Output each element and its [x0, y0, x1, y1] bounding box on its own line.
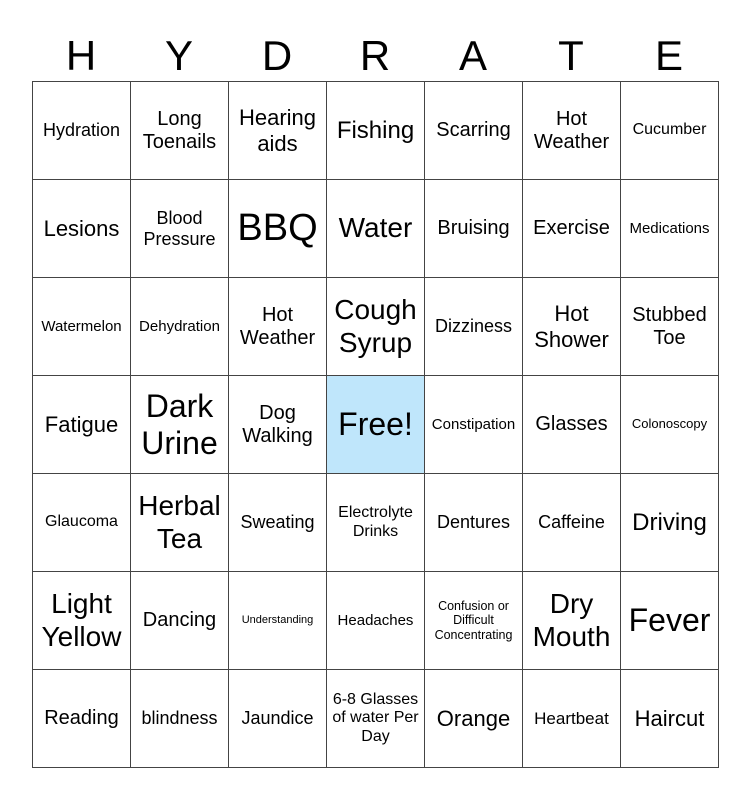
- bingo-cell[interactable]: Fishing: [327, 82, 425, 180]
- bingo-cell[interactable]: Cough Syrup: [327, 278, 425, 376]
- bingo-cell[interactable]: Water: [327, 180, 425, 278]
- header-letter-r: R: [359, 32, 391, 79]
- bingo-cell[interactable]: Cucumber: [621, 82, 719, 180]
- bingo-cell[interactable]: Hot Weather: [523, 82, 621, 180]
- bingo-cell[interactable]: Colonoscopy: [621, 376, 719, 474]
- header-letter-d: D: [261, 32, 293, 79]
- bingo-cell[interactable]: Dancing: [131, 572, 229, 670]
- header-letter-y: Y: [164, 32, 193, 79]
- bingo-cell[interactable]: Herbal Tea: [131, 474, 229, 572]
- bingo-cell[interactable]: Sweating: [229, 474, 327, 572]
- header-letter-h: H: [65, 32, 97, 79]
- bingo-header: [32, 30, 718, 82]
- bingo-cell[interactable]: Constipation: [425, 376, 523, 474]
- bingo-cell[interactable]: Dark Urine: [131, 376, 229, 474]
- bingo-cell[interactable]: Orange: [425, 670, 523, 768]
- bingo-cell[interactable]: Hot Weather: [229, 278, 327, 376]
- bingo-cell[interactable]: Bruising: [425, 180, 523, 278]
- bingo-cell[interactable]: Dog Walking: [229, 376, 327, 474]
- bingo-cell[interactable]: Jaundice: [229, 670, 327, 768]
- bingo-cell[interactable]: 6-8 Glasses of water Per Day: [327, 670, 425, 768]
- bingo-grid: [32, 81, 719, 768]
- bingo-cell[interactable]: Headaches: [327, 572, 425, 670]
- bingo-cell[interactable]: Confusion or Difficult Concentrating: [425, 572, 523, 670]
- bingo-cell[interactable]: Fever: [621, 572, 719, 670]
- bingo-cell[interactable]: Light Yellow: [33, 572, 131, 670]
- bingo-cell[interactable]: Hydration: [33, 82, 131, 180]
- bingo-cell[interactable]: Long Toenails: [131, 82, 229, 180]
- header-letter-e: E: [654, 32, 683, 79]
- bingo-cell[interactable]: Dehydration: [131, 278, 229, 376]
- bingo-cell[interactable]: Haircut: [621, 670, 719, 768]
- bingo-cell[interactable]: Blood Pressure: [131, 180, 229, 278]
- bingo-cell[interactable]: Exercise: [523, 180, 621, 278]
- bingo-cell[interactable]: Understanding: [229, 572, 327, 670]
- bingo-cell[interactable]: Scarring: [425, 82, 523, 180]
- bingo-cell[interactable]: Dry Mouth: [523, 572, 621, 670]
- bingo-cell[interactable]: blindness: [131, 670, 229, 768]
- bingo-cell[interactable]: Lesions: [33, 180, 131, 278]
- bingo-cell[interactable]: Watermelon: [33, 278, 131, 376]
- bingo-cell[interactable]: Hot Shower: [523, 278, 621, 376]
- bingo-cell[interactable]: Dizziness: [425, 278, 523, 376]
- bingo-cell[interactable]: Dentures: [425, 474, 523, 572]
- bingo-cell[interactable]: Electrolyte Drinks: [327, 474, 425, 572]
- header-letter-a: A: [458, 32, 487, 79]
- bingo-cell[interactable]: Hearing aids: [229, 82, 327, 180]
- bingo-cell[interactable]: Medications: [621, 180, 719, 278]
- bingo-cell[interactable]: Glasses: [523, 376, 621, 474]
- header-letter-t: T: [558, 32, 584, 79]
- free-space-cell[interactable]: Free!: [327, 376, 425, 474]
- bingo-cell[interactable]: BBQ: [229, 180, 327, 278]
- bingo-cell[interactable]: Stubbed Toe: [621, 278, 719, 376]
- bingo-cell[interactable]: Glaucoma: [33, 474, 131, 572]
- bingo-cell[interactable]: Reading: [33, 670, 131, 768]
- bingo-cell[interactable]: Fatigue: [33, 376, 131, 474]
- bingo-cell[interactable]: Driving: [621, 474, 719, 572]
- bingo-cell[interactable]: Caffeine: [523, 474, 621, 572]
- bingo-cell[interactable]: Heartbeat: [523, 670, 621, 768]
